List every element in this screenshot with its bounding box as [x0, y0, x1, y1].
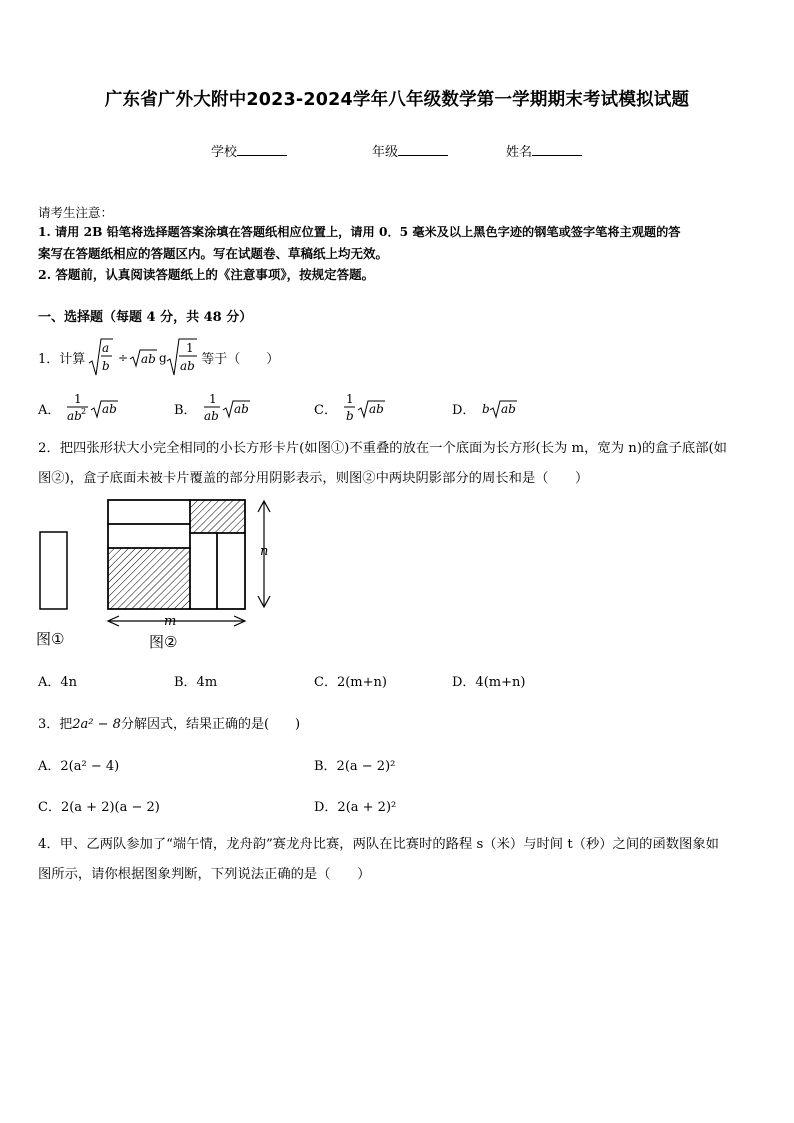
- q2-line2: 图②)，盒子底面未被卡片覆盖的部分用阴影表示，则图②中两块阴影部分的周长和是（ ）: [38, 471, 589, 486]
- grade-label: 年级: [372, 145, 399, 160]
- svg-text:1: 1: [74, 392, 83, 406]
- fig1-label: 图①: [36, 630, 65, 648]
- dim-n-label: n: [260, 544, 269, 559]
- svg-text:ab: ab: [102, 402, 118, 416]
- svg-text:b: b: [482, 402, 491, 416]
- fig2-card-top1: [108, 500, 190, 524]
- svg-text:ab: ab: [233, 402, 249, 416]
- dim-m-label: m: [164, 614, 177, 629]
- q3-option-a: A．2(a² − 4): [38, 759, 120, 774]
- fig1-card: [40, 532, 67, 609]
- fig2-shaded-top-right: [190, 500, 245, 533]
- q1-option-a-math: [66, 390, 130, 426]
- q2-option-d: D．4(m+n): [452, 675, 526, 690]
- svg-text:1: 1: [186, 341, 194, 355]
- q4-line1: 4．甲、乙两队参加了“端午情，龙舟韵”赛龙舟比赛，两队在比赛时的路程 s（米）与时间 t（秒）之间的函数图象如: [38, 837, 719, 852]
- q2-option-c: C．2(m+n): [314, 675, 387, 690]
- q3-expression: 2a² − 8: [72, 717, 121, 732]
- notice-heading: 请考生注意：: [38, 205, 114, 220]
- q1-option-a-label: A．: [38, 402, 61, 418]
- svg-text:ab: ab: [141, 352, 157, 366]
- q1-option-d: [452, 390, 531, 426]
- q1-suffix: 等于（ ）: [201, 351, 280, 367]
- q1-option-c-label: C．: [314, 402, 337, 418]
- svg-text:2: 2: [81, 407, 87, 416]
- name-field: [506, 141, 582, 160]
- fig2-card-vert2: [217, 533, 245, 609]
- grade-blank: [398, 143, 448, 156]
- q2-figure: [34, 494, 284, 656]
- q3-suffix: 分解因式，结果正确的是( ): [120, 717, 301, 732]
- fig2-card-top2: [108, 524, 190, 548]
- q2-option-a: A．4n: [38, 675, 78, 690]
- q1-option-c-math: [343, 390, 407, 426]
- fig2-label: 图②: [149, 633, 178, 651]
- q3-prefix: 3．把: [38, 717, 73, 732]
- school-label: 学校: [211, 145, 238, 160]
- svg-text:ab: ab: [368, 402, 384, 416]
- section1-heading: 一、选择题（每题 4 分，共 48 分）: [38, 310, 253, 325]
- svg-text:1: 1: [208, 392, 217, 406]
- m-dimension-arrow: [108, 616, 245, 626]
- notice-item1-line1: 1. 请用 2B 铅笔将选择题答案涂填在答题纸相应位置上，请用 0．5 毫米及以上黑色字迹的钢笔或签字笔将主观题的答: [38, 225, 681, 239]
- q1-option-a: [38, 390, 130, 426]
- q1-option-d-label: D．: [452, 402, 476, 418]
- school-field: [211, 141, 287, 160]
- svg-text:ab: ab: [67, 409, 83, 423]
- q4-line2: 图所示，请你根据图象判断，下列说法正确的是（ ）: [38, 867, 371, 882]
- svg-text:b: b: [102, 359, 110, 373]
- grade-field: [372, 141, 448, 160]
- q1-option-b-math: [203, 390, 267, 426]
- notice-item1-line2: 案写在答题纸相应的答题区内。写在试题卷、草稿纸上均无效。: [38, 246, 389, 261]
- svg-text:1: 1: [345, 392, 354, 406]
- svg-text:g: g: [159, 351, 167, 365]
- svg-text:ab: ab: [180, 359, 196, 373]
- page-title: 广东省广外大附中2023-2024学年八年级数学第一学期期末考试模拟试题: [104, 90, 690, 110]
- q1-option-c: [314, 390, 407, 426]
- q1-option-b: [174, 390, 267, 426]
- fig2-card-vert1: [190, 533, 217, 609]
- q3-option-d: D．2(a + 2)²: [314, 800, 397, 815]
- q2-option-b: B．4m: [174, 675, 218, 690]
- q3-option-b: B．2(a − 2)²: [314, 759, 396, 774]
- school-blank: [237, 143, 287, 156]
- svg-text:÷: ÷: [118, 351, 129, 365]
- q1-option-b-label: B．: [174, 402, 197, 418]
- name-label: 姓名: [506, 145, 533, 160]
- q1-option-d-math: [481, 390, 531, 426]
- q1-prefix: 1．计算: [38, 351, 86, 367]
- svg-text:a: a: [102, 341, 110, 355]
- svg-text:b: b: [345, 409, 354, 423]
- question-1: [38, 335, 279, 379]
- svg-text:ab: ab: [203, 409, 219, 423]
- name-blank: [532, 143, 582, 156]
- question-3: [38, 713, 300, 732]
- fig2-shaded-bottom-left: [108, 548, 190, 609]
- svg-text:ab: ab: [501, 402, 517, 416]
- notice-item2: 2. 答题前，认真阅读答题纸上的《注意事项》，按规定答题。: [38, 267, 375, 282]
- q3-option-c: C．2(a + 2)(a − 2): [38, 800, 160, 815]
- q2-line1: 2．把四张形状大小完全相同的小长方形卡片(如图①)不重叠的放在一个底面为长方形(长为 m，宽为 n)的盒子底部(如: [38, 441, 727, 456]
- fig2-box: [108, 500, 245, 609]
